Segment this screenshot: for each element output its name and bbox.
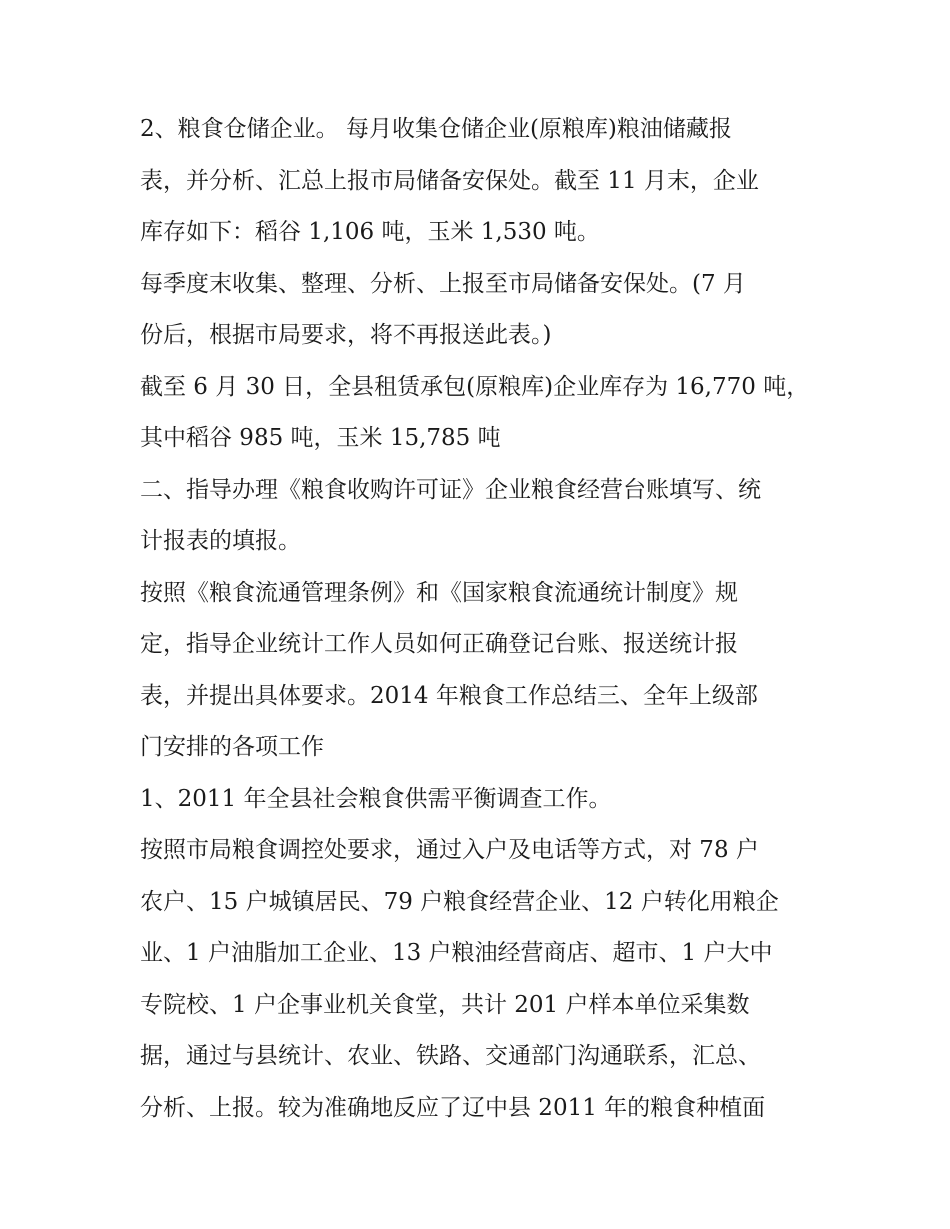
text-line: 定，指导企业统计工作人员如何正确登记台账、报送统计报	[140, 631, 738, 657]
text-line: 业、1 户油脂加工企业、13 户粮油经营商店、超市、1 户大中	[140, 940, 773, 966]
text-line: 按照市局粮食调控处要求，通过入户及电话等方式，对 78 户	[140, 837, 759, 863]
text-line: 份后，根据市局要求，将不再报送此表。)	[140, 322, 552, 348]
text-line: 二、指导办理《粮食收购许可证》企业粮食经营台账填写、统	[140, 476, 761, 503]
text-line: 门安排的各项工作	[140, 734, 324, 760]
text-line: 表，并提出具体要求。2014 年粮食工作总结三、全年上级部	[140, 682, 758, 709]
text-line: 截至 6 月 30 日，全县租赁承包(原粮库)企业库存为 16,770 吨，	[140, 373, 810, 400]
text-line: 按照《粮食流通管理条例》和《国家粮食流通统计制度》规	[140, 579, 738, 606]
text-line: 表，并分析、汇总上报市局储备安保处。截至 11 月末，企业	[140, 167, 759, 194]
text-line: 每季度末收集、整理、分析、上报至市局储备安保处。(7 月	[140, 270, 746, 297]
text-line: 计报表的填报。	[140, 528, 301, 554]
text-line: 其中稻谷 985 吨，玉米 15,785 吨	[140, 425, 501, 451]
document-body	[140, 104, 830, 1134]
text-line: 2、粮食仓储企业。 每月收集仓储企业(原粮库)粮油储藏报	[140, 116, 732, 142]
text-line: 据，通过与县统计、农业、铁路、交通部门沟通联系，汇总、	[140, 1043, 761, 1069]
text-line: 1、2011 年全县社会粮食供需平衡调查工作。	[140, 785, 612, 812]
text-line: 分析、上报。较为准确地反应了辽中县 2011 年的粮食种植面	[140, 1094, 766, 1121]
text-line: 农户、15 户城镇居民、79 户粮食经营企业、12 户转化用粮企	[140, 888, 779, 915]
text-line: 库存如下：稻谷 1,106 吨，玉米 1,530 吨。	[140, 219, 600, 245]
text-line: 专院校、1 户企事业机关食堂，共计 201 户样本单位采集数	[140, 991, 750, 1018]
